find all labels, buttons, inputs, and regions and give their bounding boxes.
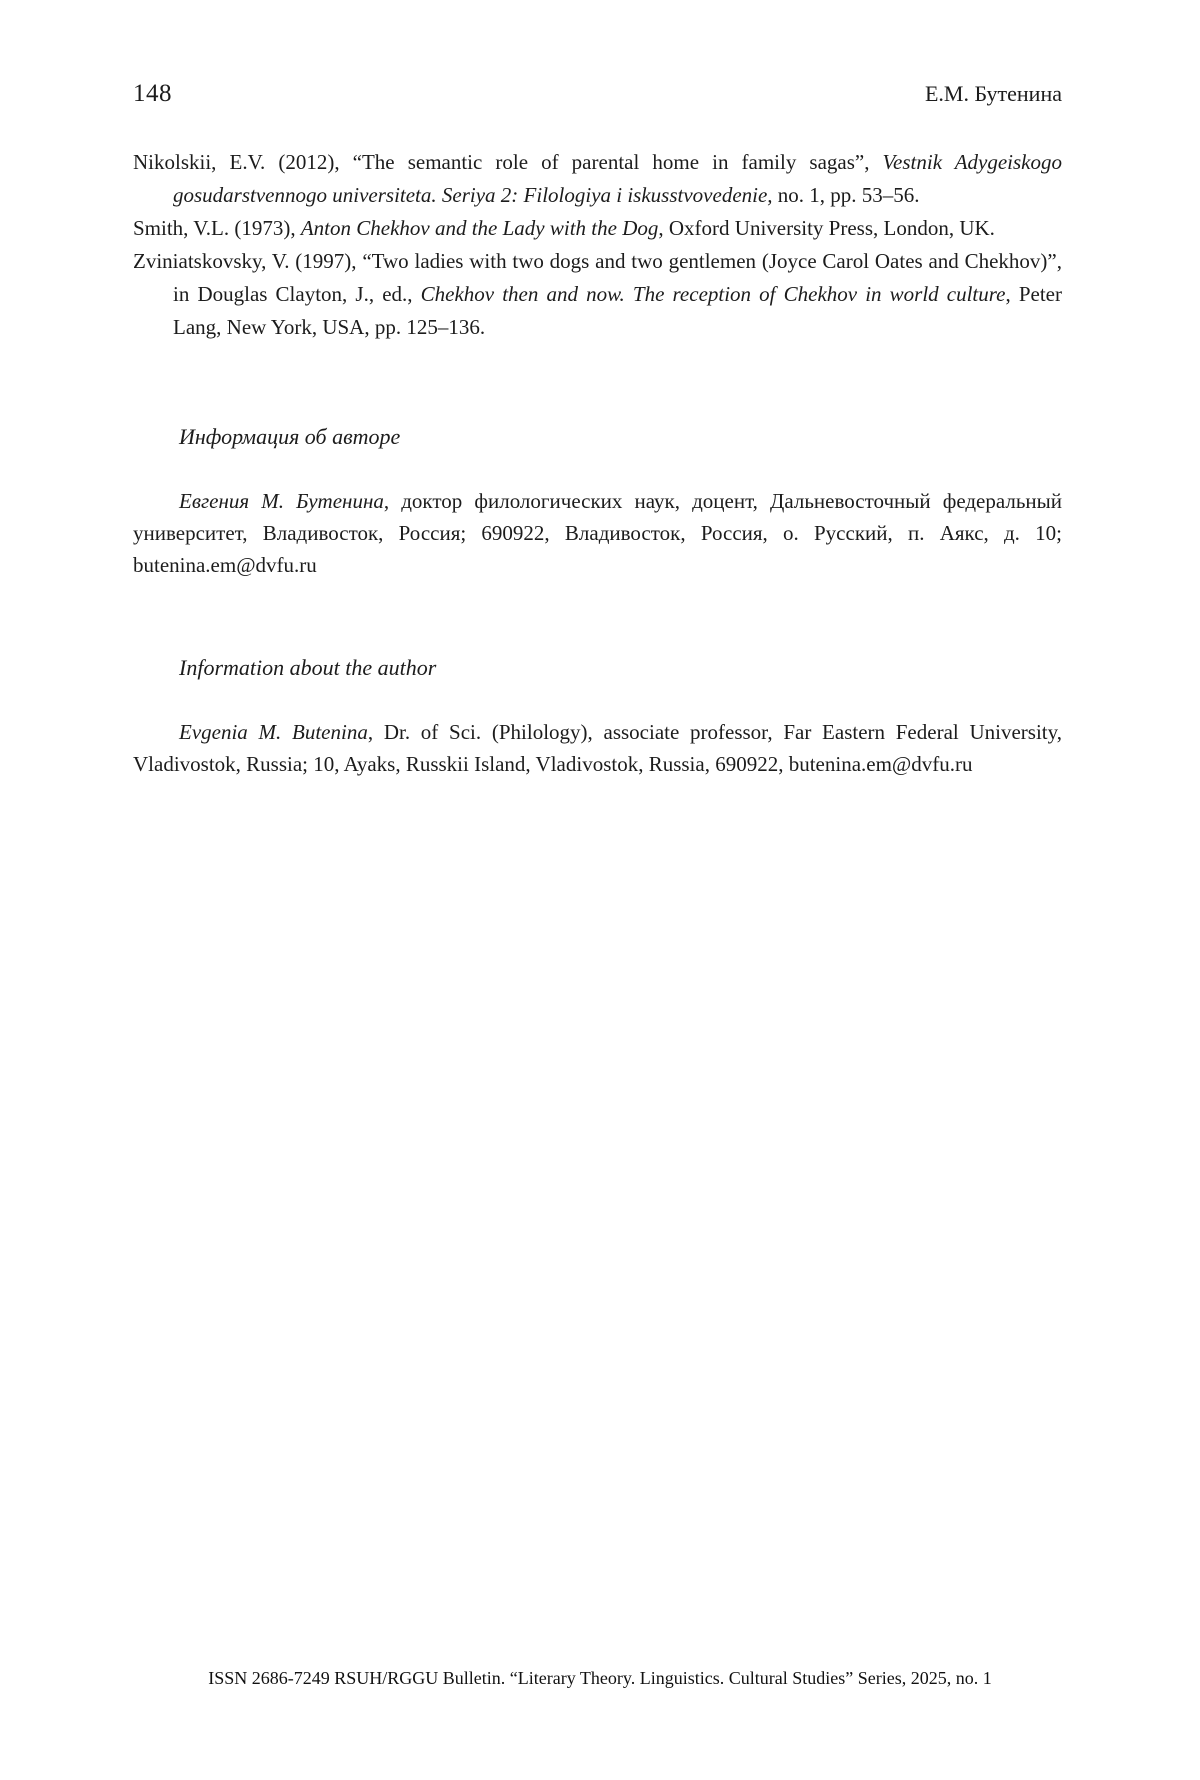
section-heading-author-info-en: Information about the author [179, 655, 437, 680]
author-info-paragraph-ru: Евгения М. Бутенина, доктор филологических наук, доцент, Дальневосточный федеральный университет, Владивосток, Россия; 690922, Владивосток, Россия, о. Русский, п. Аякс, д. 10; butenina.em@dvfu.ru [133, 489, 1063, 577]
author-info-paragraph-en: Evgenia M. Butenina, Dr. of Sci. (Philology), associate professor, Far Eastern Federal University, Vladivostok, Russia; 10, Ayaks, Russkii Island, Vladivostok, Russia, 690922, butenina.em@dvfu.ru [133, 720, 1062, 776]
page-number: 148 [133, 80, 172, 107]
running-head-author: Е.М. Бутенина [924, 81, 1062, 106]
reference-entry-nikolskii: Nikolskii, E.V. (2012), “The semantic role of parental home in family sagas”, Vestnik Adygeiskogo gosudarstvennogo universiteta. Seriya 2: Filologiya i iskusstvovedenie, no. 1, pp. 53–56. [133, 150, 1063, 207]
section-heading-author-info-ru: Информация об авторе [179, 424, 401, 449]
footer-issn-line: ISSN 2686-7249 RSUH/RGGU Bulletin. “Literary Theory. Linguistics. Cultural Studies” Series, 2025, no. 1 [208, 1668, 992, 1688]
page-content [133, 146, 1062, 801]
reference-entry-smith: Smith, V.L. (1973), Anton Chekhov and the Lady with the Dog, Oxford University Press, London, UK. [133, 216, 995, 240]
running-head [133, 80, 1062, 108]
reference-entry-zviniatskovsky: Zviniatskovsky, V. (1997), “Two ladies with two dogs and two gentlemen (Joyce Carol Oates and Chekhov)”, in Douglas Clayton, J., ed., Chekhov then and now. The reception of Chekhov in world culture, Peter Lang, New York, USA, pp. 125–136. [133, 249, 1062, 339]
reference-list [133, 146, 1062, 344]
